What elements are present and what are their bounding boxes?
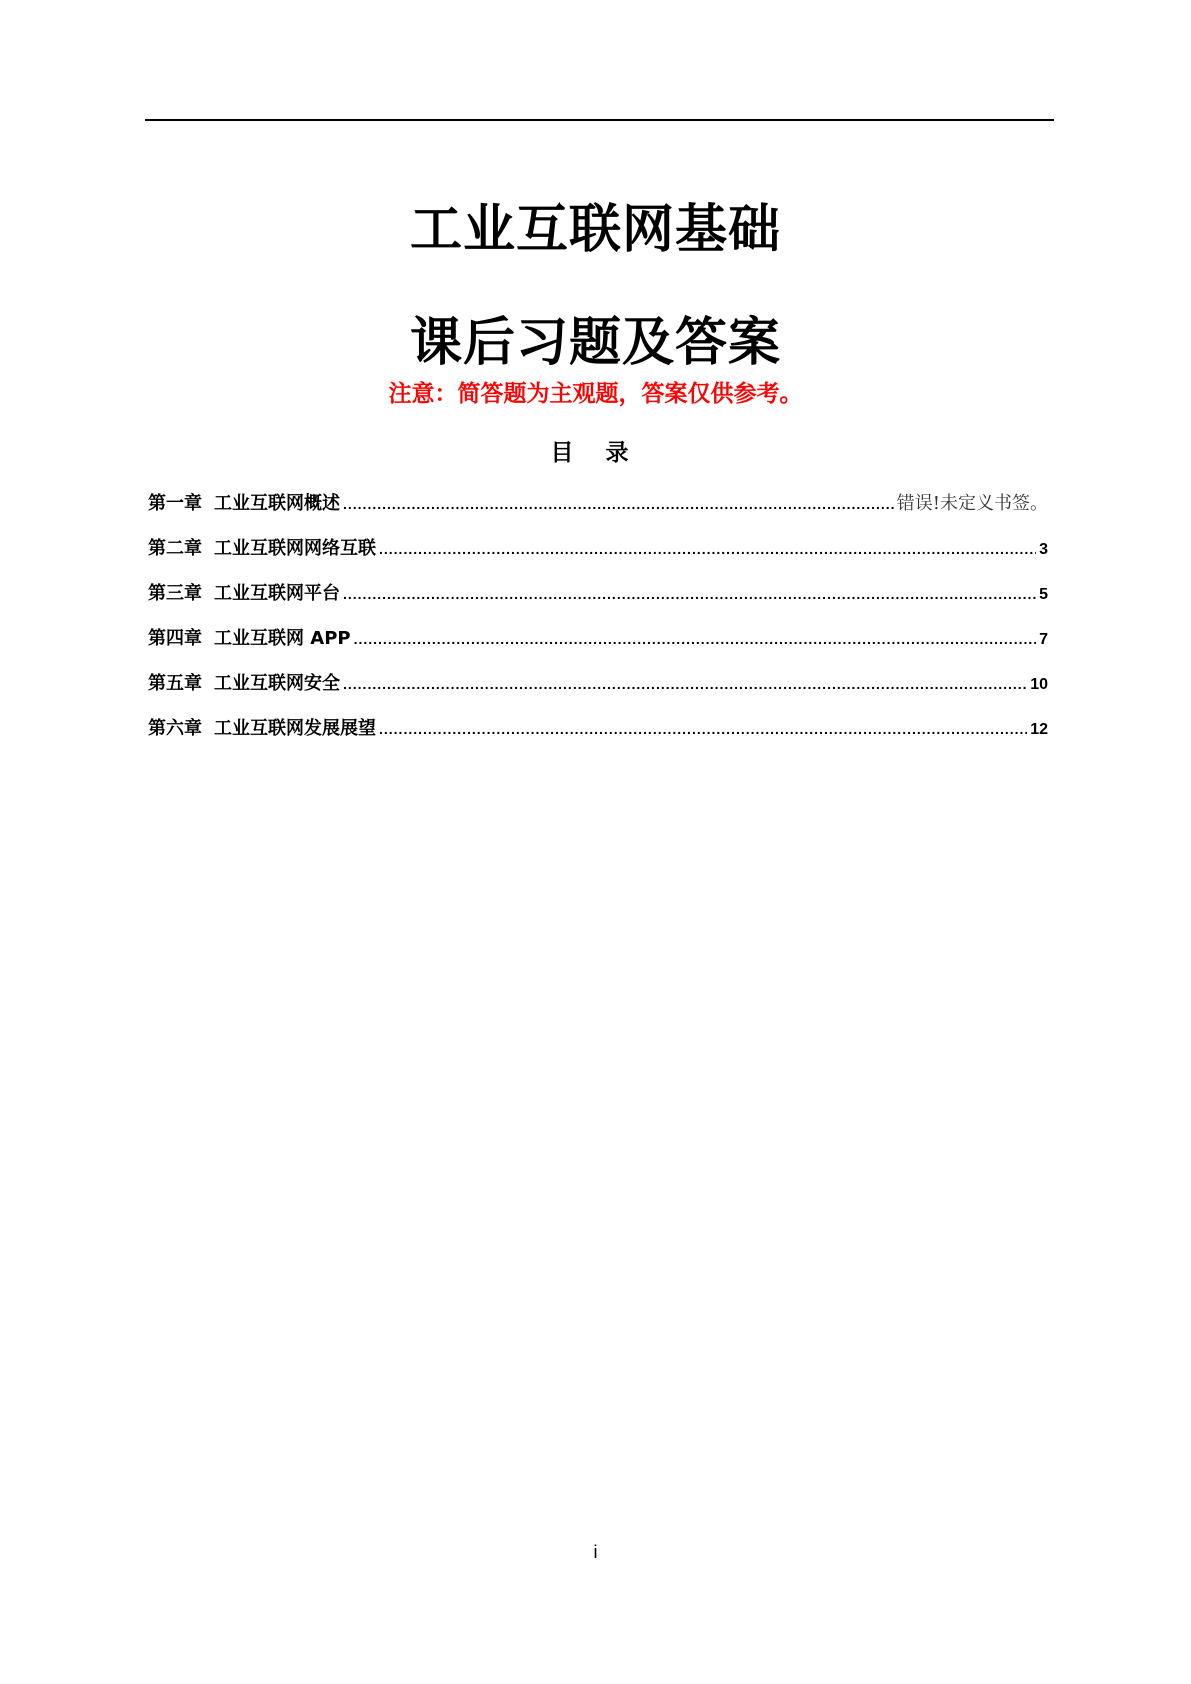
toc-page-number: 10	[1030, 676, 1048, 693]
toc-chapter-title: 工业互联网概述	[214, 493, 340, 514]
toc-chapter-title: 工业互联网平台	[214, 583, 340, 604]
toc-chapter-number: 第一章	[148, 493, 202, 514]
toc-entry[interactable]	[148, 580, 1048, 625]
toc-dot-leader	[354, 625, 1037, 653]
toc-page-number: 7	[1039, 631, 1048, 648]
toc-page-number: 错误!未定义书签。	[896, 493, 1048, 514]
toc-dot-leader	[343, 580, 1036, 608]
toc-dot-leader	[343, 670, 1027, 698]
toc-entry[interactable]	[148, 535, 1048, 580]
document-title: 工业互联网基础	[409, 199, 781, 260]
toc-entry[interactable]	[148, 490, 1048, 535]
toc-chapter-title: 工业互联网发展展望	[214, 718, 376, 739]
toc-chapter-title: 工业互联网 APP	[214, 628, 351, 649]
header-rule	[145, 119, 1054, 121]
toc-page-number: 3	[1039, 541, 1048, 558]
toc-dot-leader	[379, 715, 1027, 743]
notice-text: 注意：简答题为主观题，答案仅供参考。	[388, 381, 803, 407]
toc-dot-leader	[379, 535, 1036, 563]
toc-entry[interactable]	[148, 715, 1048, 760]
toc-page-number: 5	[1039, 586, 1048, 603]
toc-chapter-title: 工业互联网网络互联	[214, 538, 376, 559]
toc-chapter-number: 第二章	[148, 538, 202, 559]
toc-chapter-number: 第六章	[148, 718, 202, 739]
toc-dot-leader	[343, 490, 894, 518]
toc-entry[interactable]	[148, 670, 1048, 715]
table-of-contents	[148, 490, 1048, 760]
toc-chapter-title: 工业互联网安全	[214, 673, 340, 694]
toc-page-number: 12	[1030, 721, 1048, 738]
page-number: i	[593, 1542, 598, 1562]
toc-chapter-number: 第五章	[148, 673, 202, 694]
toc-chapter-number: 第三章	[148, 583, 202, 604]
toc-entry[interactable]	[148, 625, 1048, 670]
toc-chapter-number: 第四章	[148, 628, 202, 649]
document-subtitle: 课后习题及答案	[409, 312, 781, 373]
toc-heading: 目 录	[550, 440, 641, 466]
